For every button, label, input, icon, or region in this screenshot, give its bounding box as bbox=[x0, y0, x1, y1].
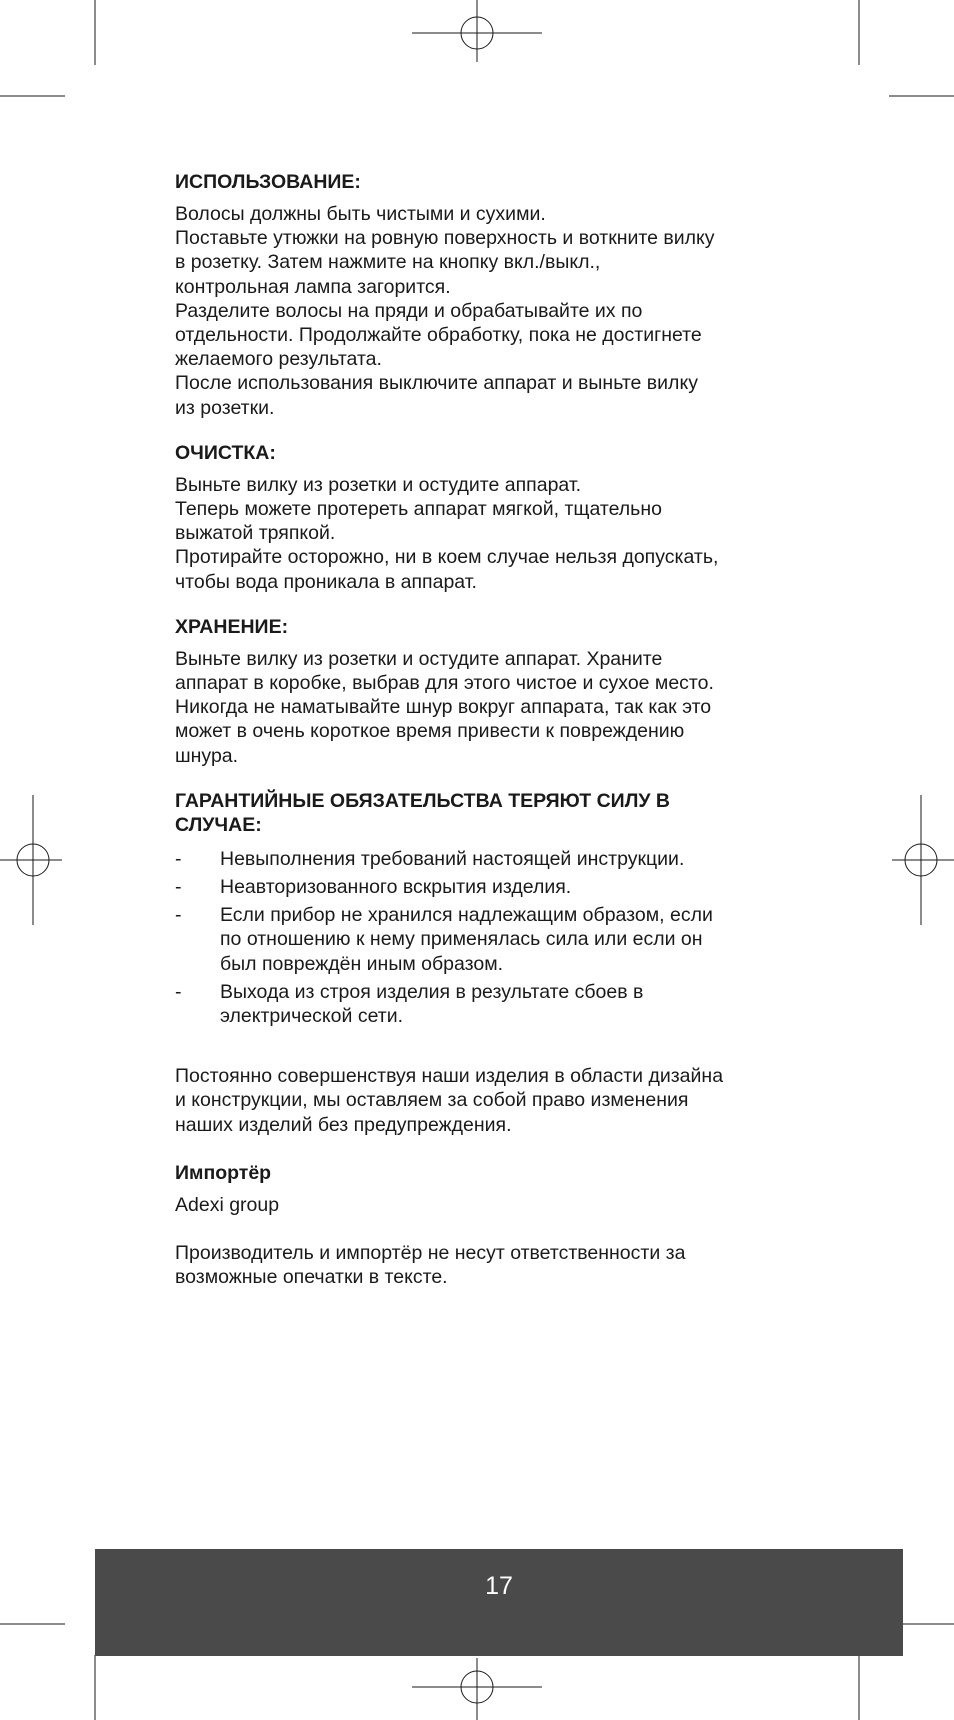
heading-line: СЛУЧАЕ: bbox=[175, 813, 262, 836]
section-heading-storage: ХРАНЕНИЕ: bbox=[175, 615, 289, 638]
text-line: наших изделий без предупреждения. bbox=[175, 1113, 512, 1136]
importer-name bbox=[175, 1193, 795, 1217]
text-line: и конструкции, мы оставляем за собой право изменения bbox=[175, 1089, 689, 1112]
section-text-cleaning bbox=[175, 473, 795, 594]
text-line: шнура. bbox=[175, 744, 239, 767]
text-line: Выньте вилку из розетки и остудите аппарат. bbox=[175, 473, 582, 496]
text-line: Производитель и импортёр не несут ответственности за bbox=[175, 1242, 686, 1265]
registration-target-top bbox=[412, 0, 542, 62]
section-disclaimer bbox=[175, 1064, 795, 1137]
text-line: по отношению к нему применялась сила или если он bbox=[220, 928, 703, 951]
text-line: в розетку. Затем нажмите на кнопку вкл./выкл., bbox=[175, 251, 601, 274]
section-usage bbox=[175, 170, 795, 420]
text-line: После использования выключите аппарат и выньте вилку bbox=[175, 372, 698, 395]
text-line: Неавторизованного вскрытия изделия. bbox=[220, 876, 572, 899]
text-line: чтобы вода проникала в аппарат. bbox=[175, 570, 477, 593]
list-item bbox=[175, 847, 795, 871]
section-text-liability bbox=[175, 1241, 795, 1289]
list-item bbox=[175, 875, 795, 899]
bullet-marker: - bbox=[175, 904, 182, 927]
registration-target-bottom bbox=[412, 1658, 542, 1720]
text-line: Поставьте утюжки на ровную поверхность и воткните вилку bbox=[175, 227, 715, 250]
text-line: может в очень короткое время привести к повреждению bbox=[175, 720, 685, 743]
section-heading-importer: Импортёр bbox=[175, 1161, 272, 1184]
list-item bbox=[175, 903, 795, 976]
warranty-list bbox=[175, 847, 795, 1028]
section-heading-usage: ИСПОЛЬЗОВАНИЕ: bbox=[175, 171, 361, 193]
text-line: Выхода из строя изделия в результате сбоев в bbox=[220, 980, 644, 1003]
page-number: 17 bbox=[485, 1572, 513, 1600]
section-text-usage bbox=[175, 202, 795, 420]
text-line: желаемого результата. bbox=[175, 348, 382, 371]
registration-target-right bbox=[892, 795, 954, 925]
text-line: Никогда не наматывайте шнур вокруг аппарата, так как это bbox=[175, 696, 712, 719]
text-line: из розетки. bbox=[175, 396, 275, 419]
bullet-marker: - bbox=[175, 847, 182, 870]
section-importer bbox=[175, 1161, 795, 1217]
text-line: контрольная лампа загорится. bbox=[175, 275, 451, 298]
text-line: отдельности. Продолжайте обработку, пока не достигнете bbox=[175, 324, 702, 347]
text-line: Постоянно совершенствуя наши изделия в области дизайна bbox=[175, 1065, 724, 1088]
section-heading-cleaning: ОЧИСТКА: bbox=[175, 441, 276, 464]
text-line: Невыполнения требований настоящей инструкции. bbox=[220, 847, 685, 870]
text-line: Волосы должны быть чистыми и сухими. bbox=[175, 203, 546, 225]
text-line: Если прибор не хранился надлежащим образом, если bbox=[220, 904, 713, 927]
text-line: был повреждён иным образом. bbox=[220, 952, 504, 975]
page-footer bbox=[95, 1549, 903, 1656]
section-text-disclaimer bbox=[175, 1064, 795, 1137]
text-line: электрической сети. bbox=[220, 1005, 404, 1028]
text-line: аппарат в коробке, выбрав для этого чистое и сухое место. bbox=[175, 672, 714, 695]
section-text-storage bbox=[175, 647, 795, 768]
section-storage bbox=[175, 615, 795, 768]
text-line: возможные опечатки в тексте. bbox=[175, 1266, 448, 1289]
text-line: выжатой тряпкой. bbox=[175, 522, 336, 545]
text-line: Разделите волосы на пряди и обрабатывайте их по bbox=[175, 299, 643, 322]
heading-line: ГАРАНТИЙНЫЕ ОБЯЗАТЕЛЬСТВА ТЕРЯЮТ СИЛУ В bbox=[175, 789, 671, 812]
section-liability bbox=[175, 1241, 795, 1289]
section-warranty bbox=[175, 789, 795, 1028]
section-heading-warranty bbox=[175, 789, 795, 837]
list-item bbox=[175, 980, 795, 1028]
document-body bbox=[175, 170, 795, 1311]
section-cleaning bbox=[175, 441, 795, 594]
text-line: Протирайте осторожно, ни в коем случае нельзя допускать, bbox=[175, 546, 719, 569]
text-line: Выньте вилку из розетки и остудите аппарат. Храните bbox=[175, 647, 663, 670]
registration-target-left bbox=[0, 795, 62, 925]
text-line: Adexi group bbox=[175, 1193, 280, 1216]
bullet-marker: - bbox=[175, 876, 182, 899]
bullet-marker: - bbox=[175, 980, 182, 1003]
text-line: Теперь можете протереть аппарат мягкой, тщательно bbox=[175, 498, 662, 521]
